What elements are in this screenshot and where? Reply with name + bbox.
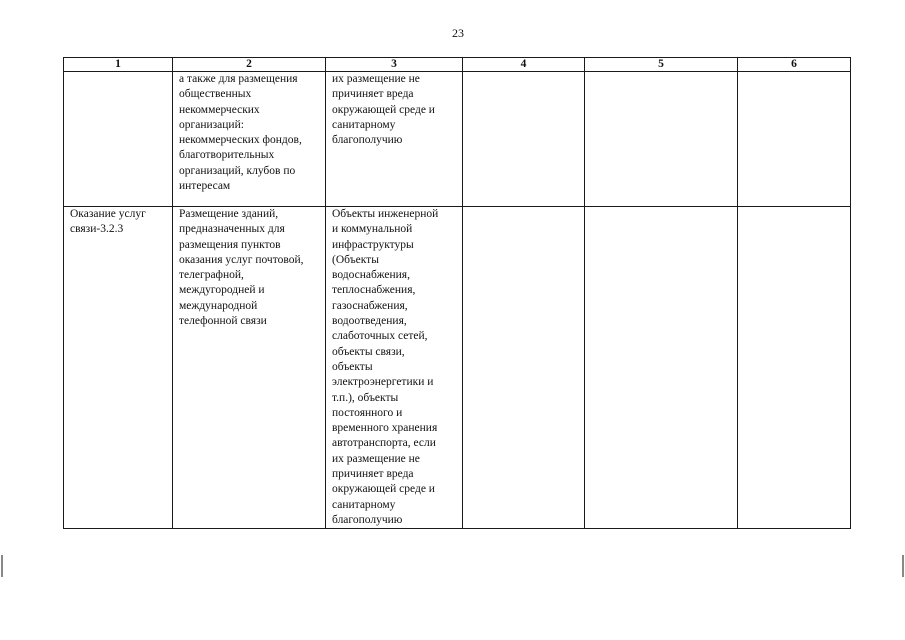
cell-text: Объекты инженерной и коммунальной инфраструктуры (Объекты водоснабжения, теплоснабжения, газоснабжения, водоотведения, слаботочных сетей, объекты связи, объекты электроэнергетики и т.п.), объекты постоянного и временного хранения автотранспорта, если их размещение не причиняет вреда окружающей среде и санитарному благополучию xyxy=(332,208,439,526)
scan-edge-mark-right xyxy=(902,555,904,577)
cell-text: Размещение зданий, предназначенных для размещения пунктов оказания услуг почтовой, телеграфной, междугородней и международной телефонной связи xyxy=(179,208,304,328)
table-cell xyxy=(585,207,738,529)
document-table xyxy=(63,57,851,529)
cell-text: а также для размещения общественных некоммерческих организаций: некоммерческих фондов, благотворительных организаций, клубов по интересам xyxy=(179,73,302,193)
column-header-3: 3 xyxy=(326,58,463,72)
table-cell xyxy=(326,72,463,207)
table-row xyxy=(64,72,851,207)
table-cell xyxy=(173,207,326,529)
cell-text: их размещение не причиняет вреда окружающей среде и санитарному благополучию xyxy=(332,73,435,147)
column-header-5: 5 xyxy=(585,58,738,72)
column-header-6: 6 xyxy=(738,58,851,72)
column-header-2: 2 xyxy=(173,58,326,72)
table-cell xyxy=(585,72,738,207)
table-row xyxy=(64,207,851,529)
table-cell xyxy=(463,72,585,207)
table-header-row xyxy=(64,58,851,72)
cell-text: Оказание услуг связи-3.2.3 xyxy=(70,208,146,236)
table-cell xyxy=(738,207,851,529)
table-cell xyxy=(463,207,585,529)
column-header-1: 1 xyxy=(64,58,173,72)
table-cell xyxy=(173,72,326,207)
scan-edge-mark-left xyxy=(1,555,3,577)
table-cell xyxy=(64,72,173,207)
table-cell xyxy=(326,207,463,529)
column-header-4: 4 xyxy=(463,58,585,72)
table-cell xyxy=(64,207,173,529)
table-cell xyxy=(738,72,851,207)
page-number: 23 xyxy=(452,26,464,40)
